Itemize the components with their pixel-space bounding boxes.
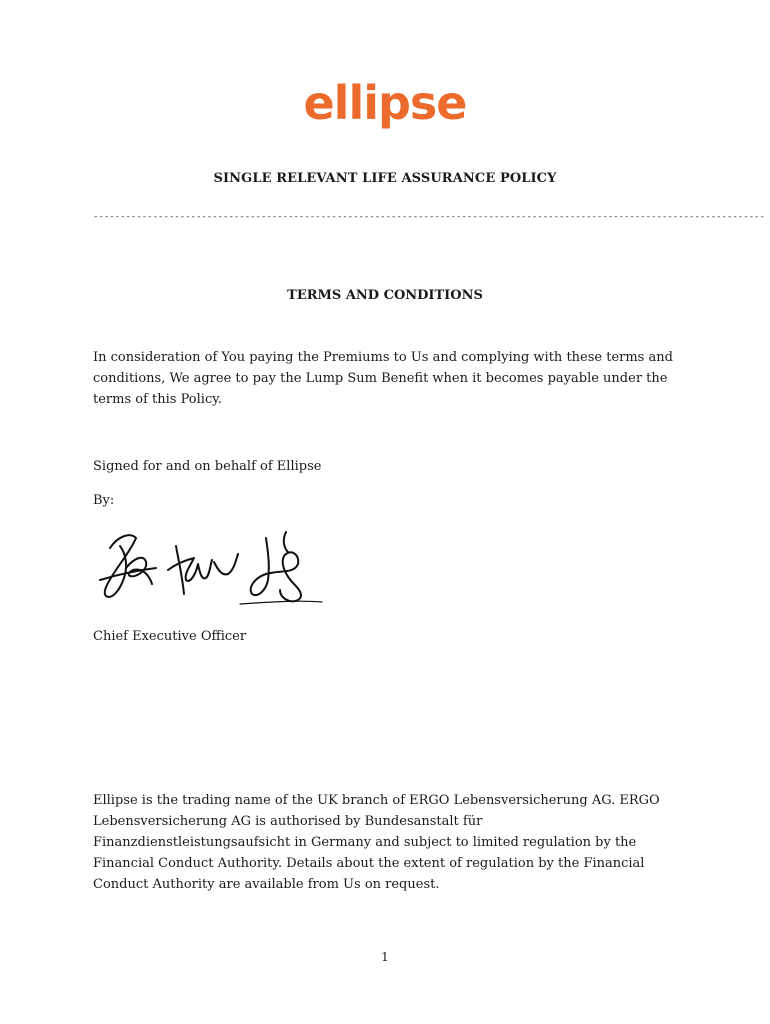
consideration-paragraph: In consideration of You paying the Premiums to Us and complying with these terms and conditions, We agree to pay the Lump Sum Benefit when it becomes payable under the terms of this Policy. [93,350,673,407]
dashed-divider: ---------------------------------------------------------------------------------------------------------------------------- [93,212,765,222]
handwritten-signature [90,518,330,614]
regulatory-paragraph: Ellipse is the trading name of the UK branch of ERGO Lebensversicherung AG. ERGO Lebensversicherung AG is authorised by Bundesanstalt für Finanzdienstleistungsaufsicht in Germany and subject to limited regulation by the Financial Conduct Authority. Details about the extent of regulation by the Financial Conduct Authority are available from Us on request. [93,793,660,892]
signed-on-behalf-text: Signed for and on behalf of Ellipse [93,459,322,474]
policy-title: SINGLE RELEVANT LIFE ASSURANCE POLICY [213,171,557,186]
ellipse-logo: ellipse [303,76,467,130]
by-label: By: [93,493,115,508]
page-number: 1 [381,950,389,964]
signatory-title: Chief Executive Officer [93,629,247,644]
terms-heading: TERMS AND CONDITIONS [287,288,483,303]
